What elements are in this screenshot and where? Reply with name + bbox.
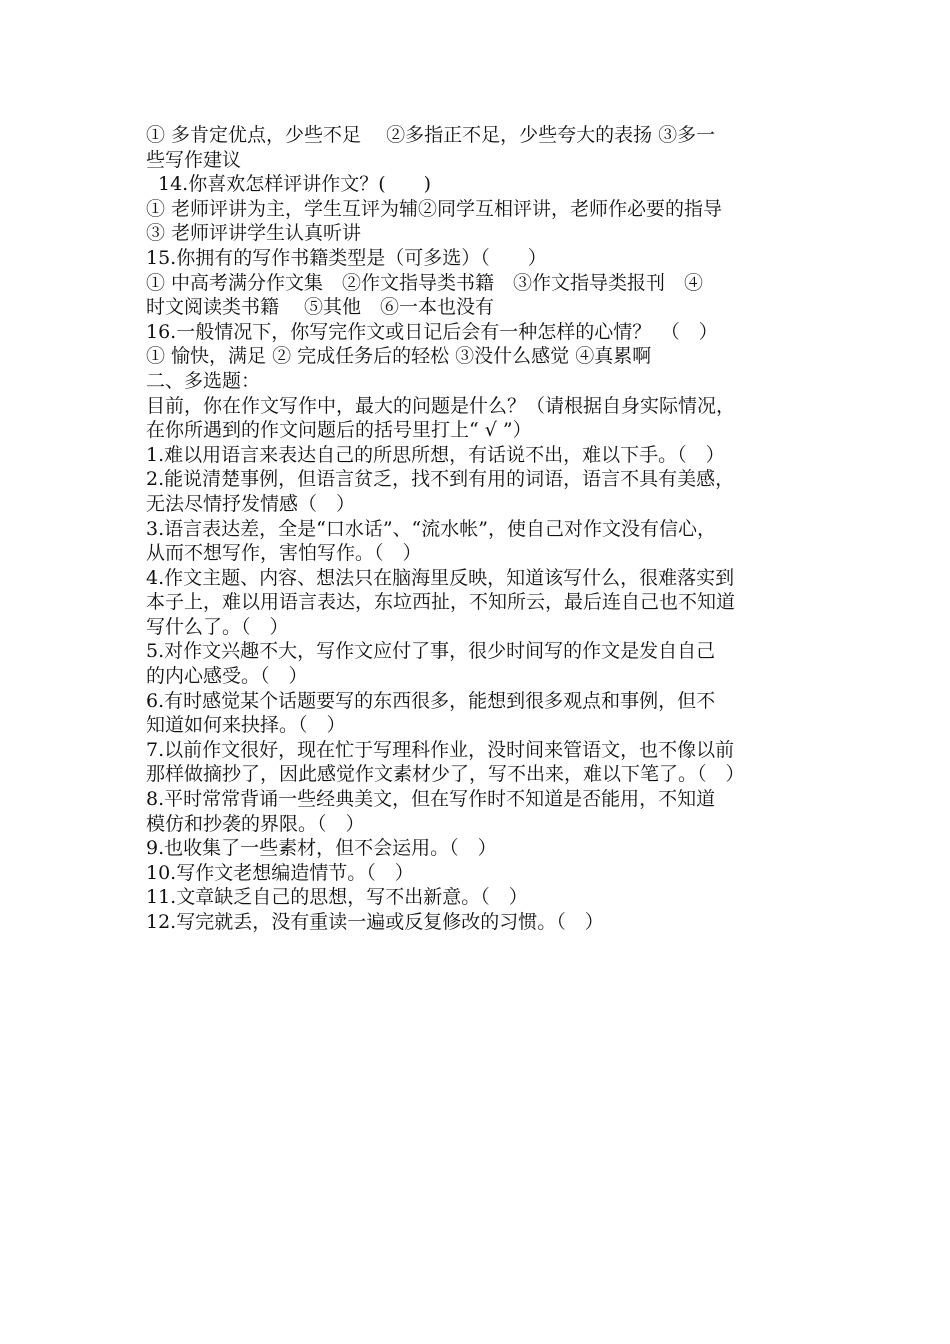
q15-question: 15.你拥有的写作书籍类型是（可多选）（ ）: [146, 246, 547, 269]
q16-question: 16.一般情况下，你写完作文或日记后会有一种怎样的心情？ （ ）: [146, 320, 718, 343]
q13-options-line-1: ① 多肯定优点，少些不足 ②多指正不足，少些夸大的表扬 ③多一: [146, 124, 716, 146]
problem-item-1: 1.难以用语言来表达自己的所思所想，有话说不出，难以下手。（ ）: [146, 443, 725, 466]
problem-item-5-line-2: 的内心感受。（ ）: [146, 665, 308, 688]
problem-item-6-line-1: 6.有时感觉某个话题要写的东西很多，能想到很多观点和事例，但不: [146, 689, 716, 712]
problem-item-5-line-1: 5.对作文兴趣不大，写作文应付了事，很少时间写的作文是发自自己: [146, 640, 716, 663]
q14-question: 14.你喜欢怎样评讲作文？( ): [158, 173, 432, 196]
q15-options-line-1: ① 中高考满分作文集 ②作文指导类书籍 ③作文指导类报刊 ④: [146, 271, 704, 294]
problem-item-6-line-2: 知道如何来抉择。（ ）: [146, 714, 346, 737]
problem-item-3-line-2: 从而不想写作，害怕写作。（ ）: [146, 542, 422, 565]
problem-item-12: 12.写完就丢，没有重读一遍或反复修改的习惯。（ ）: [146, 911, 604, 933]
problem-item-11: 11.文章缺乏自己的思想，写不出新意。（ ）: [146, 886, 528, 909]
q15-options-line-2: 时文阅读类书籍 ⑤其他 ⑥一本也没有: [146, 296, 495, 319]
section-heading-multiple-choice: 二、多选题：: [146, 369, 261, 392]
q14-options-line-1: ① 老师评讲为主，学生互评为辅②同学互相评讲，老师作必要的指导: [146, 197, 723, 220]
problem-item-2-line-1: 2.能说清楚事例，但语言贫乏，找不到有用的词语，语言不具有美感，: [146, 468, 735, 491]
problem-item-4-line-1: 4.作文主题、内容、想法只在脑海里反映，知道该写什么，很难落实到: [146, 566, 735, 589]
problem-item-4-line-3: 写什么了。（ ）: [146, 615, 289, 638]
problem-item-4-line-2: 本子上，难以用语言表达，东垃西扯，不知所云，最后连自己也不知道: [146, 591, 736, 614]
problem-item-7-line-1: 7.以前作文很好，现在忙于写理科作业，没时间来管语文，也不像以前: [146, 738, 735, 761]
problem-item-2-line-2: 无法尽情抒发情感（ ）: [146, 492, 356, 515]
section-instruction-line-2: 在你所遇到的作文问题后的括号里打上“ √ ”）: [146, 419, 532, 442]
problem-item-10: 10.写作文老想编造情节。（ ）: [146, 861, 414, 884]
problem-item-3-line-1: 3.语言表达差，全是“口水话”、“流水帐”，使自己对作文没有信心，: [146, 517, 716, 540]
q16-options: ① 愉快，满足 ② 完成任务后的轻松 ③没什么感觉 ④真累啊: [146, 345, 652, 368]
q14-options-line-2: ③ 老师评讲学生认真听讲: [146, 222, 362, 245]
problem-item-9: 9.也收集了一些素材，但不会运用。（ ）: [146, 837, 497, 860]
q13-options-line-2: 些写作建议: [146, 148, 242, 171]
problem-item-8-line-2: 模仿和抄袭的界限。（ ）: [146, 812, 365, 835]
problem-item-8-line-1: 8.平时常常背诵一些经典美文，但在写作时不知道是否能用，不知道: [146, 788, 716, 811]
problem-item-7-line-2: 那样做摘抄了，因此感觉作文素材少了，写不出来，难以下笔了。（ ）: [146, 763, 745, 786]
section-instruction-line-1: 目前，你在作文写作中，最大的问题是什么？（请根据自身实际情况，: [146, 394, 736, 417]
survey-text-block: [146, 123, 816, 935]
